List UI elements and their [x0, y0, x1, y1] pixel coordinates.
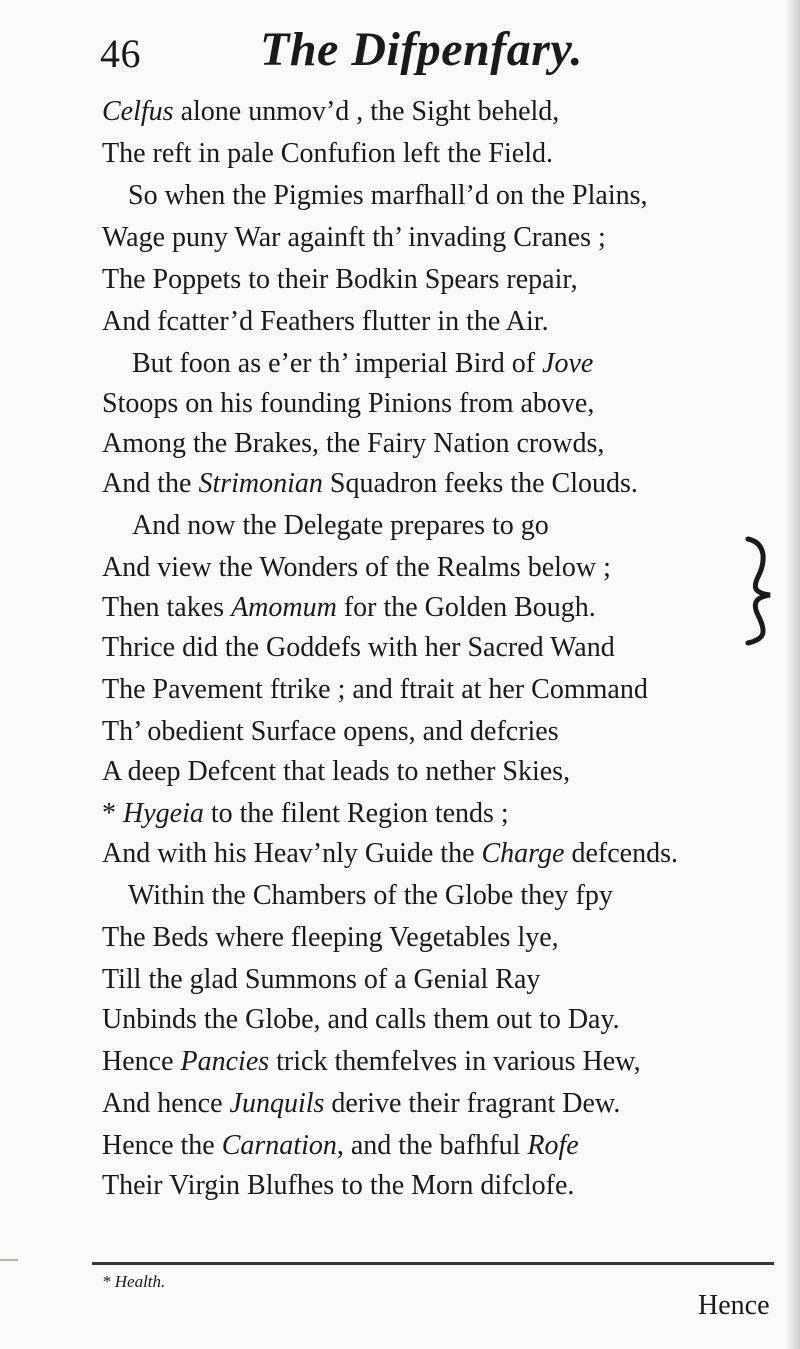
- text-segment: Till the glad Summons of a Genial Ray: [102, 964, 541, 995]
- text-segment: So when the Pigmies marfhall’d on the Plains,: [128, 180, 648, 211]
- text-segment: Within the Chambers of the Globe they fpy: [128, 880, 613, 911]
- verse-line: [102, 98, 559, 126]
- italic-segment: Hygeia: [123, 798, 204, 829]
- text-segment: Wage puny War againft th’ invading Cranes ;: [102, 222, 606, 253]
- running-head: The Difpenfary.: [260, 23, 583, 76]
- bracket-brace-mark: [742, 535, 776, 647]
- verse-line: [102, 266, 578, 294]
- page-header: [0, 10, 800, 80]
- verse-line: [102, 1006, 620, 1034]
- verse-line: [102, 758, 570, 786]
- verse-line: [128, 182, 648, 210]
- text-segment: And view the Wonders of the Realms below ;: [102, 552, 611, 583]
- text-segment: And with his Heav’nly Guide the: [102, 838, 482, 869]
- text-segment: alone unmov’d , the Sight beheld,: [173, 96, 560, 127]
- italic-segment: Rofe: [527, 1130, 579, 1161]
- text-segment: Stoops on his founding Pinions from above,: [102, 388, 595, 419]
- text-segment: And the: [102, 468, 199, 499]
- text-segment: Thrice did the Goddefs with her Sacred Wand: [102, 632, 615, 663]
- verse-line: [102, 594, 596, 622]
- verse-line: [102, 390, 594, 418]
- text-segment: , and the bafhful: [336, 1130, 528, 1161]
- verse-line: [102, 140, 553, 168]
- verse-line: [102, 1090, 620, 1118]
- verse-line: [102, 1172, 574, 1200]
- text-segment: for the Golden Bough.: [336, 592, 596, 623]
- text-segment: And hence: [102, 1088, 230, 1119]
- text-segment: But foon as e’er th’ imperial Bird of: [132, 348, 543, 379]
- text-segment: And now the Delegate prepares to go: [132, 510, 549, 541]
- text-segment: The reft in pale Confufion left the Field.: [102, 138, 553, 169]
- italic-segment: Jove: [542, 348, 594, 379]
- text-segment: to the filent Region tends ;: [203, 798, 509, 829]
- text-segment: The Pavement ftrike ; and ftrait at her Command: [102, 674, 648, 705]
- text-segment: *: [102, 798, 123, 829]
- italic-segment: Carnation: [221, 1130, 337, 1161]
- text-segment: Among the Brakes, the Fairy Nation crowds,: [102, 428, 605, 459]
- verse-line: [102, 1132, 579, 1160]
- text-segment: Their Virgin Blufhes to the Morn difclofe.: [102, 1170, 575, 1201]
- verse-line: [102, 676, 648, 704]
- text-segment: Hence the: [102, 1130, 222, 1161]
- verse-line: [102, 718, 559, 746]
- text-segment: The Poppets to their Bodkin Spears repair,: [102, 264, 578, 295]
- text-segment: Unbinds the Globe, and calls them out to Day.: [102, 1004, 620, 1035]
- text-segment: Hence: [102, 1046, 181, 1077]
- italic-segment: Celfus: [102, 96, 174, 127]
- italic-segment: Strimonian: [198, 468, 323, 499]
- verse-line: [102, 224, 606, 252]
- page-number: 46: [100, 31, 141, 76]
- verse-line: [132, 350, 593, 378]
- text-segment: Then takes: [102, 592, 232, 623]
- verse-line: [102, 430, 604, 458]
- verse-line: [102, 634, 615, 662]
- italic-segment: Junquils: [229, 1088, 325, 1119]
- text-segment: derive their fragrant Dew.: [324, 1088, 621, 1119]
- page-edge-shadow: [786, 0, 800, 1349]
- text-segment: defcends.: [564, 838, 678, 869]
- verse-line: [102, 966, 540, 994]
- verse-line: [132, 512, 549, 540]
- text-segment: The Beds where fleeping Vegetables lye,: [102, 922, 559, 953]
- footnote: * Health.: [102, 1272, 166, 1291]
- text-segment: Th’ obedient Surface opens, and defcries: [102, 716, 559, 747]
- verse-line: [102, 924, 559, 952]
- verse-line: [102, 554, 611, 582]
- verse-line: [128, 882, 613, 910]
- text-segment: Squadron feeks the Clouds.: [322, 468, 638, 499]
- text-segment: And fcatter’d Feathers flutter in the Air.: [102, 306, 549, 337]
- verse-line: [102, 470, 638, 498]
- text-segment: trick themfelves in various Hew,: [269, 1046, 641, 1077]
- verse-line: [102, 800, 509, 828]
- text-segment: A deep Defcent that leads to nether Skies,: [102, 756, 571, 787]
- page-edge-mark: [0, 1245, 18, 1261]
- italic-segment: Charge: [481, 838, 565, 869]
- footnote-rule: [92, 1262, 774, 1265]
- verse-line: [102, 308, 549, 336]
- verse-line: [102, 1048, 641, 1076]
- italic-segment: Pancies: [180, 1046, 270, 1077]
- verse-line: [102, 840, 678, 868]
- catchword: Hence: [698, 1290, 770, 1321]
- italic-segment: Amomum: [231, 592, 337, 623]
